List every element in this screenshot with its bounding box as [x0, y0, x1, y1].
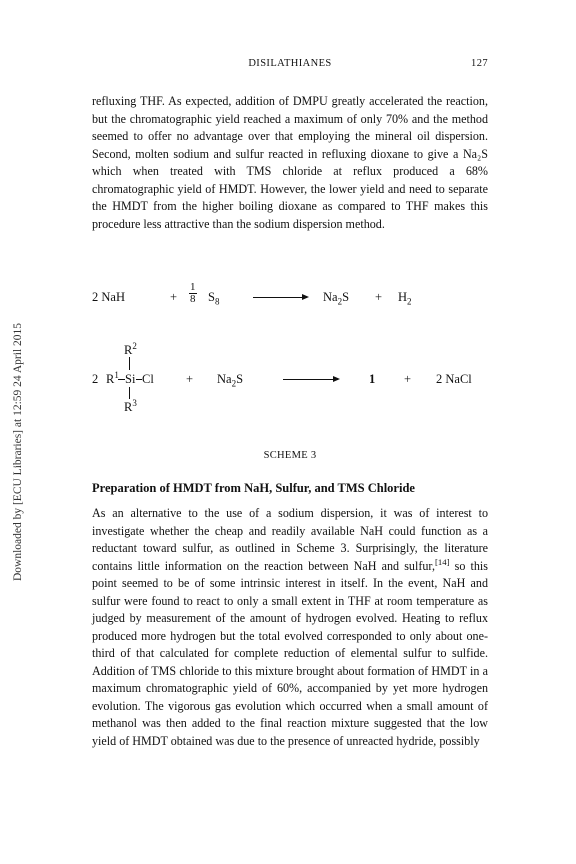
eq2-bond-left: [118, 379, 125, 380]
eq2-s-symbol: S: [236, 372, 244, 386]
eq1-h-subscript: 2: [407, 296, 412, 307]
paragraph-2-part-2: so this point seemed to be of some intrinsic interest in itself. In the event, NaH and sulfur were found to react to only a small extent in THF at room temperature as judged by measurement of the amount of hydrogen evolved. Heating to reflux produced more hydrogen but the total evolved corresponded to only about one-third of that calculated for complete reduction of elemental sulfur to sulfide. Addition of TMS chloride to this mixture brought about formation of HMDT in a maximum chromatographic yield of 60%, accompanied by yet more hydrogen evolution. The vigorous gas evolution which occurred when a small amount of methanol was then added to the final reaction mixture suggested that the low yield of HMDT obtained was due to the presence of unreacted hydride, possibly: [92, 558, 488, 748]
citation-14: [14]: [434, 556, 450, 567]
running-title: DISILATHIANES: [248, 58, 332, 69]
eq1-product-h2: [398, 290, 412, 307]
scheme-caption: SCHEME 3: [263, 450, 317, 461]
eq1-plus-2: +: [375, 290, 383, 304]
eq1-reaction-arrow: [253, 297, 307, 298]
eq2-plus-2: +: [404, 372, 412, 386]
paragraph-1: refluxing THF. As expected, addition of DMPU greatly accelerated the reaction, but the chromatographic yield reached a maximum of only 70% and the method seemed to offer no advantage over that employing the mineral oil dispersion. Second, molten sodium and sulfur reacted in refluxing dioxane to give a Na₂S which when treated with TMS chloride at reflux produced a 68% chromatographic yield of HMDT. However, the lower yield and need to separate the HMDT from the higher boiling dioxane as compared to THF makes this procedure less attractive than the sodium dispersion method.: [92, 94, 488, 231]
eq2-bond-upper: [129, 357, 130, 370]
paragraph-2-part-1: As an alternative to the use of a sodium dispersion, it was of interest to investigate whether the cheap and readily available NaH could function as a reductant toward sulfur, as outlined in Scheme 3. Surprisingly, the literature contains little information on the reaction between NaH and sulfur,: [92, 506, 488, 573]
eq2-r2-group: [124, 340, 137, 357]
eq2-r3-group: [124, 397, 137, 414]
eq1-s8-symbol: S: [208, 290, 215, 304]
eq2-r1-symbol: R: [106, 372, 115, 386]
eq1-na-symbol: Na: [323, 290, 338, 304]
eq2-r3-symbol: R: [124, 400, 133, 414]
eq2-chlorine: Cl: [142, 372, 154, 386]
eq2-na-subscript: 2: [231, 378, 237, 389]
running-head: [92, 58, 488, 72]
eq1-na-subscript: 2: [337, 296, 343, 307]
eq2-product-nacl: 2 NaCl: [436, 372, 472, 386]
eq2-coefficient: 2: [92, 372, 99, 386]
page-number: 127: [471, 58, 488, 69]
eq1-reactant-nah: 2 NaH: [92, 290, 125, 304]
download-note: Downloaded by [ECU Libraries] at 12:59 24 April 2015: [12, 322, 24, 582]
eq1-h-symbol: H: [398, 290, 408, 304]
eq1-frac-numerator: 1: [190, 281, 196, 293]
eq2-r1-superscript: 1: [114, 369, 119, 380]
eq1-frac-denominator: 8: [190, 293, 196, 305]
eq1-fraction: [189, 282, 197, 305]
eq1-s-symbol: S: [342, 290, 350, 304]
eq2-product-1: 1: [369, 372, 376, 386]
eq2-r2-symbol: R: [124, 343, 133, 357]
eq2-r2-superscript: 2: [132, 340, 137, 351]
eq2-na-symbol: Na: [217, 372, 232, 386]
paragraph-2: [92, 505, 488, 750]
eq2-r3-superscript: 3: [132, 397, 137, 408]
eq2-reactant-na2s: [217, 372, 244, 389]
eq2-r1-group: [106, 369, 119, 386]
section-heading: Preparation of HMDT from NaH, Sulfur, and TMS Chloride: [92, 481, 415, 495]
eq1-plus-1: +: [170, 290, 178, 304]
eq1-sulfur: [208, 290, 220, 307]
eq2-bond-lower: [129, 387, 130, 399]
eq1-product-na2s: [323, 290, 350, 307]
eq1-s8-subscript: 8: [214, 296, 220, 307]
eq2-reaction-arrow: [283, 379, 338, 380]
eq2-silicon: Si: [125, 372, 136, 386]
eq2-plus-1: +: [186, 372, 194, 386]
